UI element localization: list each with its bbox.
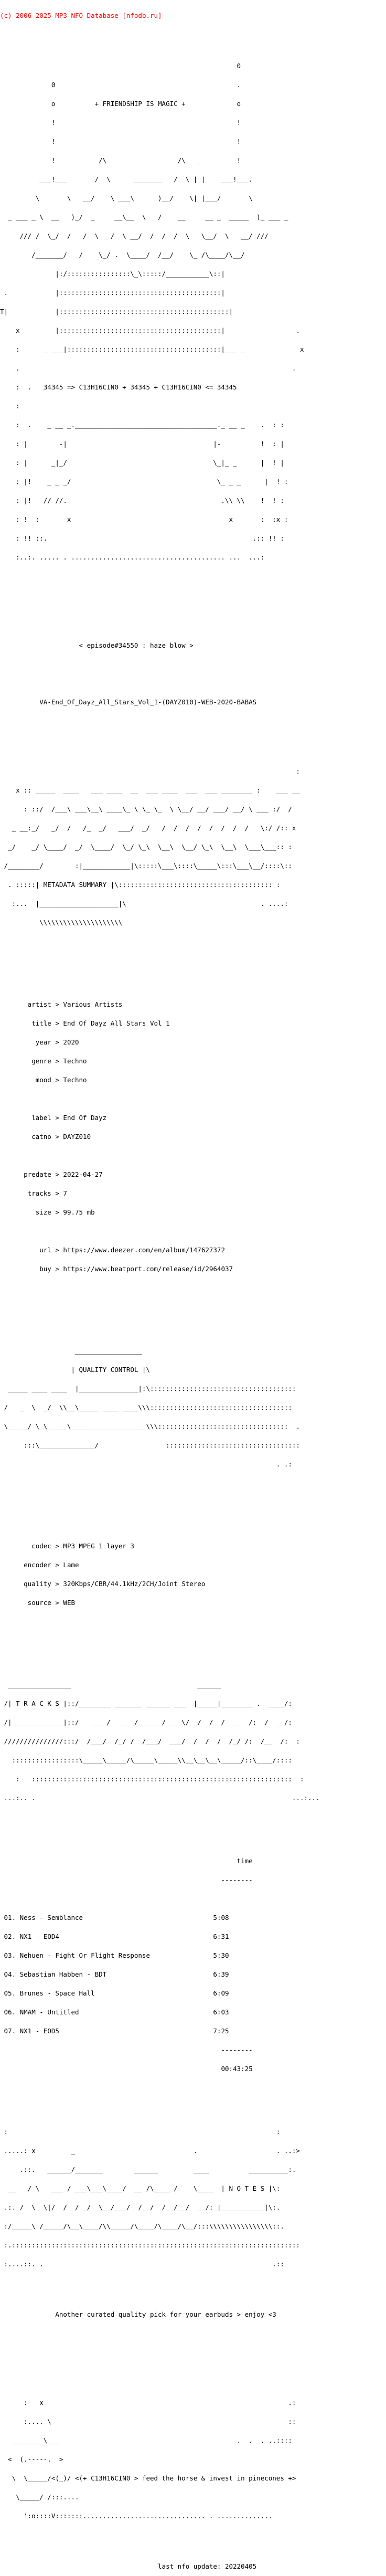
notes-banner xyxy=(0,2116,386,2280)
spacer xyxy=(0,624,386,630)
spacer xyxy=(0,1228,386,1234)
meta-row-predate: predate > 2022-04-27 xyxy=(0,1170,103,1178)
metadata-banner-line: : xyxy=(0,767,320,775)
quality-row-quality: quality > 320Kbps/CBR/44.1kHz/2CH/Joint Stereo xyxy=(0,1580,206,1588)
footer-art-line: :.... \ :: xyxy=(0,2417,320,2425)
meta-row-genre: genre > Techno xyxy=(0,1057,87,1065)
spacer xyxy=(0,1096,386,1102)
meta-artist-value: Various Artists xyxy=(63,1000,123,1008)
track-time: 5:30 xyxy=(213,1951,229,1959)
meta-row-artist: artist > Various Artists xyxy=(0,1000,123,1008)
quality-banner-line: :::\______________/ :::::::::::::::::::::::::::::::::: xyxy=(0,1441,308,1449)
rule-top: -------- xyxy=(221,1876,253,1884)
header-art-line: : . 34345 => C13H16CIN0 + 34345 + C13H16CIN0 <= 34345 xyxy=(0,383,316,391)
footer-art xyxy=(0,2387,386,2532)
notes-banner-line: :/_____\ /_____/\__\____/\\_____/\____/\____/\__/:::\\\\\\\\\\\\\\\\::. xyxy=(0,2222,300,2230)
spacer xyxy=(0,680,386,687)
rule-bottom: -------- xyxy=(221,2046,253,2054)
spacer xyxy=(0,1493,386,1499)
meta-row-title: title > End Of Dayz All Stars Vol 1 xyxy=(0,1019,170,1027)
tracks-banner-line: ...:.. . ...:... xyxy=(0,1794,320,1802)
header-art-line: x |:::::::::::::::::::::::::::::::::::::::::| . xyxy=(0,326,320,334)
track-name: NX1 - EOD5 xyxy=(19,2027,59,2035)
spacer xyxy=(0,2330,386,2337)
track-time: 6:39 xyxy=(213,1970,229,1978)
track-name: Brunes - Space Hall xyxy=(19,1989,95,1997)
quality-row-source: source > WEB xyxy=(0,1599,75,1607)
header-art-line: ___!___ / \ _______ / \ | | ___!___. xyxy=(0,175,312,183)
spacer xyxy=(0,1631,386,1638)
quality-row-codec: codec > MP3 MPEG 1 layer 3 xyxy=(0,1542,134,1550)
meta-genre-value: Techno xyxy=(63,1057,87,1065)
quality-banner-line: \_____/ \_\_____\___________________\\\::::::::::::::::::::::::::::::::: . xyxy=(0,1422,300,1430)
header-art-line: \ \ __/ \ ___\ )__/ \| |___/ \ xyxy=(0,194,312,202)
header-art-line: : _ ___|:::::::::::::::::::::::::::::::::::::::|___ _ x xyxy=(0,345,320,353)
total-time-row xyxy=(0,2066,386,2072)
quality-row-encoder: encoder > Lame xyxy=(0,1561,79,1569)
header-art-line: : . _ __ _.____________________________________._ __ _ . : : xyxy=(0,421,312,429)
spacer xyxy=(0,1896,386,1902)
track-number: 01. xyxy=(4,1914,16,1922)
meta-url-link[interactable]: https://www.deezer.com/en/album/147627372 xyxy=(63,1246,225,1254)
meta-catno-value: DAYZ010 xyxy=(63,1133,91,1141)
track-name: NX1 - EOD4 xyxy=(19,1933,59,1940)
tracks-banner-line: ///////////////:::/ /___/ /_/ / /___/ ___/ / / / /_/ /: /__ /: : xyxy=(0,1737,308,1745)
header-art-line: : | -| |- ! : | xyxy=(0,440,312,448)
metadata-banner-line: . :::::| METADATA SUMMARY |\::::::::::::::::::::::::::::::::::::::: : xyxy=(0,881,316,889)
header-art xyxy=(0,31,386,573)
notes-text: Another curated quality pick for your earbuds > enjoy <3 xyxy=(55,2310,276,2318)
header-art-line: ! ! xyxy=(0,138,316,145)
header-art-line: : ! : x x : :x : xyxy=(0,515,312,523)
spacer xyxy=(0,737,386,743)
track-row xyxy=(0,1915,386,1921)
tracks-banner-line: /| T R A C K S |::/________ _______ ______ ___ |_____|________ . ____/: xyxy=(0,1699,312,1707)
tracklist-header xyxy=(0,1858,386,1864)
spacer xyxy=(0,1297,386,1304)
meta-predate-value: 2022-04-27 xyxy=(63,1170,103,1178)
header-art-line: : |! // //. .\\ \\ ! ! : xyxy=(0,497,312,504)
copyright-line: (c) 2006-2025 MP3 NFO Database [nfodb.ru] xyxy=(0,12,162,19)
track-name: NMAM - Untitled xyxy=(19,2008,79,2016)
quality-source-value: WEB xyxy=(63,1599,75,1607)
quality-quality-value: 320Kbps/CBR/44.1kHz/2CH/Joint Stereo xyxy=(63,1580,206,1588)
notes-banner-line: :.::::::::::::::::::::::::::::::::::::::::::::::::::::::::::::::::::::::::: xyxy=(0,2241,320,2249)
quality-section xyxy=(0,1530,386,1619)
notes-banner-line: __ / \ ___ / ___\___\____/ __ /\____ / \____ | N O T E S |\: xyxy=(0,2184,304,2192)
meta-size-value: 99.75 mb xyxy=(63,1208,95,1216)
meta-row-tracks: tracks > 7 xyxy=(0,1189,67,1197)
track-name: Nehuen - Fight Or Flight Response xyxy=(19,1951,150,1959)
spacer xyxy=(0,1827,386,1833)
header-art-line: o + FRIENDSHIP IS MAGIC + o xyxy=(0,100,316,108)
tracklist-rule xyxy=(0,1877,386,1883)
spacer xyxy=(0,1650,386,1656)
spacer xyxy=(0,718,386,724)
quality-encoder-value: Lame xyxy=(63,1561,79,1569)
track-time: 5:08 xyxy=(213,1914,229,1922)
meta-row-mood: mood > Techno xyxy=(0,1076,87,1084)
spacer xyxy=(0,586,386,592)
header-art-line: : !! ::. .:: !! : xyxy=(0,534,316,542)
track-number: 02. xyxy=(4,1933,16,1940)
quality-banner-line: / _ \ _/ \\__\_____ ____ ____\\\:::::::::::::::::::::::::::::::::::: xyxy=(0,1403,300,1411)
header-art-line: : xyxy=(0,402,316,410)
track-time: 6:31 xyxy=(213,1933,229,1940)
total-time: 00:43:25 xyxy=(221,2065,253,2073)
quality-banner-line: . .: xyxy=(0,1460,304,1468)
spacer xyxy=(0,951,386,957)
metadata-banner-line: /________/ :|____________|\:::::\___\::::\_____\:::\___\__/::::\:: xyxy=(0,862,320,870)
header-art-line: 0 xyxy=(0,62,316,70)
time-column-header: time xyxy=(237,1857,253,1865)
release-name-line xyxy=(0,699,386,705)
header-art-line: |:/::::::::::::::::\_\:::::/___________\::| xyxy=(0,270,320,278)
metadata-banner-line: _/ _/ \____/ _/ \____/ \_/ \_\ \__\ \__/ \_\ \__\ \___\___:: : xyxy=(0,843,312,851)
spacer xyxy=(0,605,386,611)
track-number: 07. xyxy=(4,2027,16,2035)
meta-row-buy: buy > https://www.beatport.com/release/id/2964037 xyxy=(0,1265,233,1273)
header-art-line: :..:. ..... . ....................................... ... ...: xyxy=(0,553,308,561)
track-name: Sebastian Habben - BDT xyxy=(19,1970,107,1978)
tracks-banner xyxy=(0,1669,386,1814)
track-number: 03. xyxy=(4,1951,16,1959)
meta-year-value: 2020 xyxy=(63,1038,79,1046)
header-art-line: 0 . xyxy=(0,81,316,89)
track-time: 7:25 xyxy=(213,2027,229,2035)
meta-tracks-value: 7 xyxy=(63,1189,67,1197)
footer-art-line: : x .: xyxy=(0,2399,320,2406)
header-art-line xyxy=(0,44,386,50)
header-art-line: _ ___ _ \ __ )_/ _ __\__ \ / __ __ _ _____ )_ ___ _ xyxy=(0,213,316,221)
meta-label-value: End Of Dayz xyxy=(63,1114,107,1122)
tracks-banner-line: :::::::::::::::::\_____\_____/\_____\_____\\__\__\__\_____/::\____/:::: xyxy=(0,1756,300,1764)
quality-codec-value: MP3 MPEG 1 layer 3 xyxy=(63,1542,134,1550)
meta-row-year: year > 2020 xyxy=(0,1038,79,1046)
track-number: 06. xyxy=(4,2008,16,2016)
quality-banner-line: | QUALITY CONTROL |\ xyxy=(0,1366,308,1374)
metadata-banner-line: :... |____________________|\ . ....: xyxy=(0,900,316,907)
track-row xyxy=(0,1934,386,1940)
tracks-banner-line: : :::::::::::::::::::::::::::::::::::::::::::::::::::::::::::::::::: : xyxy=(0,1775,312,1783)
tracks-banner-line: /|_____________|::/ ____/ __ / ____/ ___\/ / / / __ /: / __/: xyxy=(0,1718,308,1726)
metadata-banner xyxy=(0,756,386,938)
last-update-line xyxy=(0,2563,386,2570)
spacer xyxy=(0,1316,386,1323)
meta-row-label: label > End Of Dayz xyxy=(0,1114,107,1122)
episode-label: < episode#34550 : haze blow > xyxy=(79,641,194,649)
track-time: 6:03 xyxy=(213,2008,229,2016)
spacer xyxy=(0,2368,386,2374)
meta-mood-value: Techno xyxy=(63,1076,87,1084)
header-art-line: /_______/ / \_/ . \____/ /__/ \_ /\____/\__/ xyxy=(0,251,316,259)
last-update: last nfo update: 20220405 xyxy=(158,2562,257,2570)
meta-buy-link[interactable]: https://www.beatport.com/release/id/2964037 xyxy=(63,1265,233,1273)
header-art-line: ! ! xyxy=(0,119,316,126)
metadata-banner-line: : ::/ /___\ ___\__\ ____\_ \ \_ \_ \ \__/ __/ ___/ __/ \ ___ :/ / xyxy=(0,805,316,813)
track-number: 04. xyxy=(4,1970,16,1978)
footer-art-line: \ \_____/<(_)/ <(+ C13H16CIN0 > feed the horse & invest in pinecones +> xyxy=(0,2474,312,2482)
header-art-line: . |:::::::::::::::::::::::::::::::::::::::::| xyxy=(0,289,320,297)
spacer xyxy=(0,661,386,668)
spacer xyxy=(0,1512,386,1518)
track-row xyxy=(0,1971,386,1978)
spacer xyxy=(0,1153,386,1159)
quality-banner xyxy=(0,1335,386,1480)
notes-banner-line: .::. ______/_______ ______ ____ __________:. xyxy=(0,2166,320,2173)
spacer xyxy=(0,2097,386,2104)
metadata-banner-line: _ __:_/ _/ / /_ _/ ___/ _/ / / / / / / / / \:/ /:: x xyxy=(0,824,316,832)
track-row xyxy=(0,2028,386,2034)
meta-row-url: url > https://www.deezer.com/en/album/147627372 xyxy=(0,1246,225,1254)
notes-banner-line: .:._/ \ \|/ / _/ _/ \__/___/ /__/ /__/__/ __/:_|___________|\:. xyxy=(0,2203,300,2211)
track-name: Ness - Semblance xyxy=(19,1914,83,1922)
header-art-line: . . xyxy=(0,364,316,372)
quality-banner-line: _____ ____ ____ |_______________|:\::::::::::::::::::::::::::::::::::::: xyxy=(0,1385,304,1392)
meta-title-value: End Of Dayz All Stars Vol 1 xyxy=(63,1019,170,1027)
metadata-section xyxy=(0,989,386,1285)
track-row xyxy=(0,1952,386,1959)
header-art-line: ! /\ /\ _ ! xyxy=(0,156,316,164)
metadata-banner-line: x :: _____ ____ ___ ____ __ ___ ____ ___ ___ ________ : ___ __ xyxy=(0,786,320,794)
episode-line xyxy=(0,642,386,649)
meta-row-size: size > 99.75 mb xyxy=(0,1208,95,1216)
footer-art-line: ________\___ . . . ..:::: xyxy=(0,2436,316,2444)
tracks-banner-line: ________________ ______ xyxy=(0,1681,312,1688)
footer-art-line: ':o::::V:::::::............................... . .............. xyxy=(0,2512,308,2520)
footer-art-line: \_____/ /:::.... xyxy=(0,2493,308,2501)
track-row xyxy=(0,1990,386,1997)
notes-banner-line: .....: x _ . . ..:> xyxy=(0,2147,316,2155)
tracklist xyxy=(0,1845,386,2085)
notes-banner-line: : : xyxy=(0,2128,316,2136)
notes-banner-line: :....::. . .:: xyxy=(0,2260,316,2268)
header-art-line: /// / \_/ / / \ / \ __/ / / / \ \__/ \ __/ /// xyxy=(0,232,312,240)
header-art-line: : |! _ _ _/ \_ _ _ | ! : xyxy=(0,478,316,485)
spacer xyxy=(0,970,386,976)
meta-row-catno: catno > DAYZ010 xyxy=(0,1133,91,1141)
quality-banner-line: _________________ xyxy=(0,1347,308,1355)
track-time: 6:09 xyxy=(213,1989,229,1997)
spacer xyxy=(0,2545,386,2551)
metadata-banner-line: \\\\\\\\\\\\\\\\\\\\\ xyxy=(0,919,288,926)
footer-art-line: < (.-----. > xyxy=(0,2455,308,2463)
spacer xyxy=(0,2349,386,2356)
release-name: VA-End_Of_Dayz_All_Stars_Vol_1-(DAYZ010)-WEB-2020-BABAS xyxy=(39,698,257,706)
header-art-line: T| |:::::::::::::::::::::::::::::::::::::::::::| xyxy=(0,308,320,315)
tracklist-rule xyxy=(0,2047,386,2053)
notes-text-line xyxy=(0,2311,386,2318)
track-number: 05. xyxy=(4,1989,16,1997)
spacer xyxy=(0,2293,386,2299)
track-row xyxy=(0,2009,386,2015)
header-art-line: : | _|_/ \_|_ _ | ! | xyxy=(0,459,312,467)
